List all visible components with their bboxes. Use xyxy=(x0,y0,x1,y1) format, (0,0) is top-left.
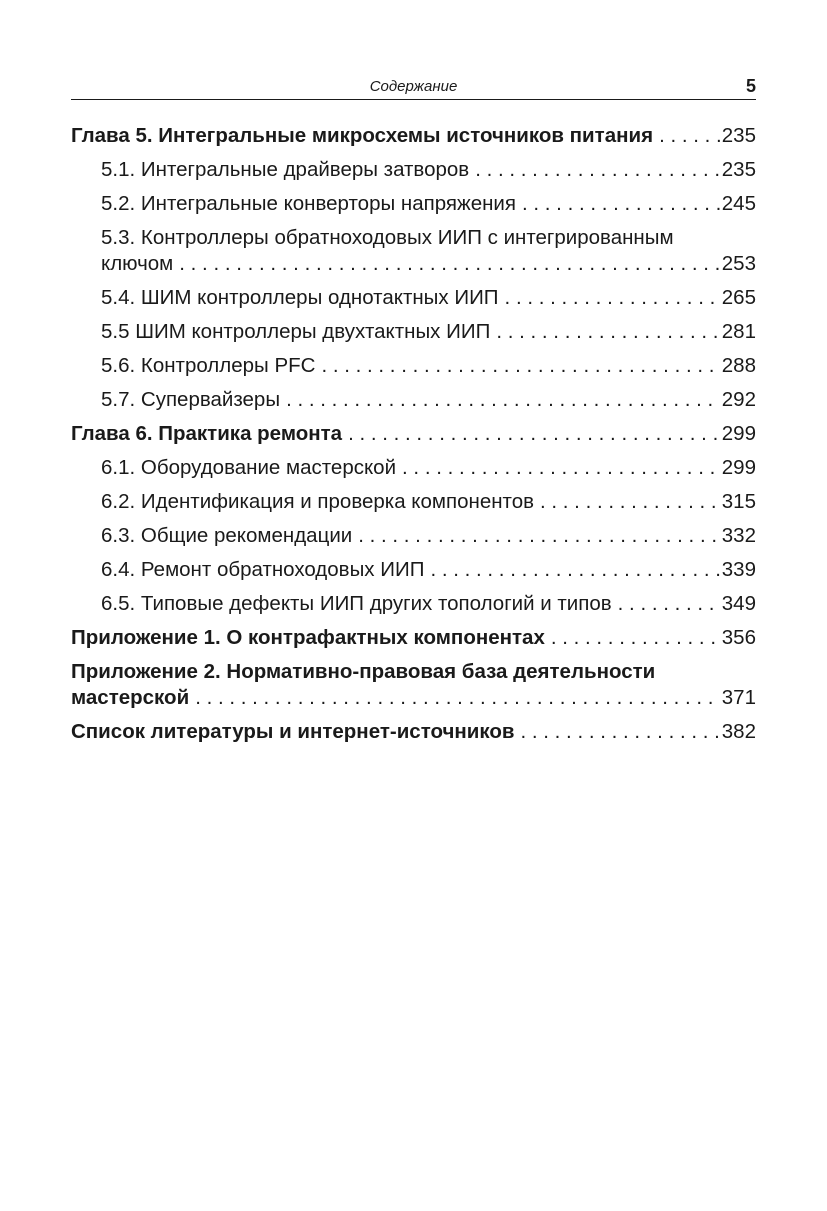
toc-leader-dots xyxy=(618,591,720,617)
toc-leader-dots xyxy=(551,625,720,651)
toc-entry-label-line1: Приложение 2. Нормативно-правовая база деятельности xyxy=(71,660,656,683)
toc-leader-dots xyxy=(321,353,719,379)
toc-entry-label-line2: мастерской xyxy=(71,686,190,709)
toc-entry-5-4[interactable] xyxy=(71,285,756,311)
toc-entry-page: 235 xyxy=(721,158,756,181)
toc-entry-label: 5.7. Супервайзеры xyxy=(101,388,281,411)
toc-entry-page: 315 xyxy=(721,490,756,513)
toc-leader-dots xyxy=(430,557,719,583)
toc-entry-label: 5.2. Интегральные конверторы напряжения xyxy=(101,192,516,215)
toc-entry-label-line2: ключом xyxy=(101,252,174,275)
toc-entry-label: Список литературы и интернет-источников xyxy=(71,720,515,743)
running-header xyxy=(71,76,756,100)
toc-entry-label: 5.5 ШИМ контроллеры двухтактных ИИП xyxy=(101,320,491,343)
toc-entry-5-3[interactable] xyxy=(71,225,756,277)
toc-entry-label-line1: 5.3. Контроллеры обратноходовых ИИП с интегрированным xyxy=(101,226,674,249)
toc-leader-dots xyxy=(179,251,720,277)
toc-entry-6-3[interactable] xyxy=(71,523,756,549)
toc-entry-page: 349 xyxy=(721,592,756,615)
toc-entry-5-5[interactable] xyxy=(71,319,756,345)
toc-entry-appendix-2[interactable] xyxy=(71,659,756,711)
toc-entry-label: 5.1. Интегральные драйверы затворов xyxy=(101,158,470,181)
toc-entry-6-1[interactable] xyxy=(71,455,756,481)
toc-entry-6-5[interactable] xyxy=(71,591,756,617)
toc-leader-dots xyxy=(286,387,720,413)
toc-entry-page: 253 xyxy=(721,252,756,275)
toc-entry-5-7[interactable] xyxy=(71,387,756,413)
toc-entry-page: 371 xyxy=(721,686,756,709)
toc-entry-page: 356 xyxy=(721,626,756,649)
toc-leader-dots xyxy=(496,319,719,345)
toc-entry-references[interactable] xyxy=(71,719,756,745)
toc-leader-dots xyxy=(348,421,720,447)
toc-entry-page: 332 xyxy=(721,524,756,547)
toc-entry-label: 6.1. Оборудование мастерской xyxy=(101,456,397,479)
toc-entry-label: 5.4. ШИМ контроллеры однотактных ИИП xyxy=(101,286,499,309)
toc-leader-dots xyxy=(475,157,720,183)
table-of-contents xyxy=(71,123,756,753)
toc-entry-5-1[interactable] xyxy=(71,157,756,183)
toc-entry-page: 299 xyxy=(721,422,756,445)
toc-entry-label: 5.6. Контроллеры PFC xyxy=(101,354,316,377)
toc-leader-dots xyxy=(402,455,720,481)
toc-entry-label: Глава 5. Интегральные микросхемы источников питания xyxy=(71,124,654,147)
toc-entry-6-2[interactable] xyxy=(71,489,756,515)
toc-entry-appendix-1[interactable] xyxy=(71,625,756,651)
toc-entry-label: Глава 6. Практика ремонта xyxy=(71,422,343,445)
toc-entry-5-6[interactable] xyxy=(71,353,756,379)
toc-entry-page: 382 xyxy=(721,720,756,743)
toc-entry-chapter-5[interactable] xyxy=(71,123,756,149)
toc-leader-dots xyxy=(520,719,719,745)
toc-leader-dots xyxy=(195,685,720,711)
header-title: Содержание xyxy=(369,78,458,95)
toc-entry-chapter-6[interactable] xyxy=(71,421,756,447)
toc-entry-label: 6.3. Общие рекомендации xyxy=(101,524,353,547)
toc-entry-6-4[interactable] xyxy=(71,557,756,583)
toc-leader-dots xyxy=(540,489,720,515)
toc-leader-dots xyxy=(659,123,720,149)
toc-entry-label: 6.2. Идентификация и проверка компонентов xyxy=(101,490,534,513)
toc-entry-label: 6.4. Ремонт обратноходовых ИИП xyxy=(101,558,425,581)
toc-entry-page: 299 xyxy=(721,456,756,479)
toc-entry-page: 288 xyxy=(721,354,756,377)
toc-leader-dots xyxy=(505,285,720,311)
toc-entry-5-2[interactable] xyxy=(71,191,756,217)
toc-entry-page: 292 xyxy=(721,388,756,411)
toc-entry-label: Приложение 1. О контрафактных компонентах xyxy=(71,626,545,649)
toc-leader-dots xyxy=(358,523,720,549)
toc-entry-page: 281 xyxy=(721,320,756,343)
page-number: 5 xyxy=(745,76,756,96)
toc-entry-label: 6.5. Типовые дефекты ИИП других топологий и типов xyxy=(101,592,612,615)
toc-entry-page: 339 xyxy=(721,558,756,581)
toc-entry-page: 265 xyxy=(721,286,756,309)
toc-entry-page: 245 xyxy=(721,192,756,215)
toc-entry-page: 235 xyxy=(721,124,756,147)
toc-leader-dots xyxy=(522,191,720,217)
